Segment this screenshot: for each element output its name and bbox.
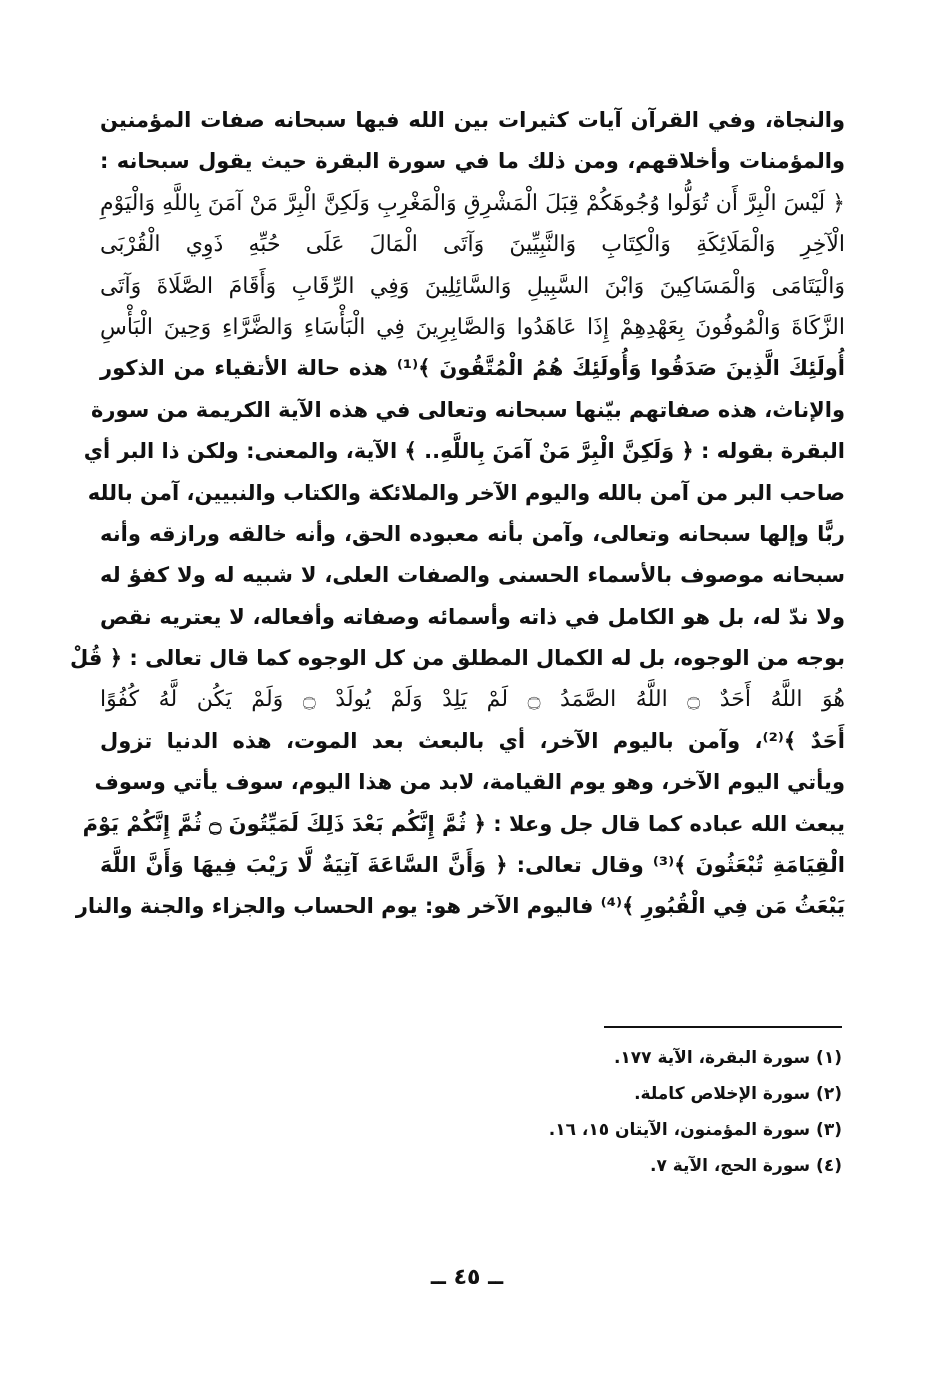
footnote: (٤) سورة الحج، الآية ٧.: [649, 1156, 842, 1176]
text-line: صاحب البر من آمن بالله واليوم الآخر والملائكة والكتاب والنبيين، آمن بالله: [87, 480, 845, 505]
page-number: ــ ٤٥ ــ: [430, 1265, 504, 1290]
footnote-separator: [604, 1026, 842, 1028]
text-line: والإناث، هذه صفاتهم بيّنها سبحانه وتعالى في هذه الآية الكريمة من سورة: [90, 397, 845, 422]
quran-verse-line: هُوَ اللَّهُ أَحَدٌ ۝ اللَّهُ الصَّمَدُ ۝ لَمْ يَلِدْ وَلَمْ يُولَدْ ۝ وَلَمْ يَكُن لَّهُ كُفُوًا: [100, 687, 845, 713]
text-line: ولا ندّ له، بل هو الكامل في ذاته وأسمائه وصفاته وأفعاله، لا يعتريه نقص: [100, 604, 845, 629]
text-line: الْقِيَامَةِ تُبْعَثُونَ ﴾⁽³⁾ وقال تعالى: ﴿ وَأَنَّ السَّاعَةَ آتِيَةٌ لَّا رَيْبَ فِيهَا وَأَنَّ اللَّهَ: [100, 853, 845, 878]
text-line: بوجه من الوجوه، بل له الكمال المطلق من كل الوجوه كما قال تعالى : ﴿ قُلْ: [69, 646, 845, 671]
text-line: أُولَئِكَ الَّذِينَ صَدَقُوا وَأُولَئِكَ هُمُ الْمُتَّقُونَ ﴾⁽¹⁾ هذه حالة الأتقياء من الذكور: [100, 356, 845, 381]
text-line: يَبْعَثُ مَن فِي الْقُبُورِ ﴾⁽⁴⁾ فاليوم الآخر هو: يوم الحساب والجزاء والجنة والنار: [75, 894, 845, 919]
quran-verse-line: ﴿ لَيْسَ الْبِرَّ أَن تُوَلُّوا وُجُوهَكُمْ قِبَلَ الْمَشْرِقِ وَالْمَغْرِبِ وَلَكِنَّ الْبِرَّ مَنْ آمَنَ بِاللَّهِ وَالْيَوْمِ: [100, 190, 845, 216]
text-line: البقرة بقوله : ﴿ وَلَكِنَّ الْبِرَّ مَنْ آمَنَ بِاللَّهِ.. ﴾ الآية، والمعنى: ولكن ذا البر أي: [83, 439, 845, 464]
quran-verse-line: وَالْيَتَامَى وَالْمَسَاكِينَ وَابْنَ السَّبِيلِ وَالسَّائِلِينَ وَفِي الرِّقَابِ وَأَقَامَ الصَّلَاةَ وَآتَى: [100, 273, 845, 299]
text-line: والمؤمنات وأخلاقهم، ومن ذلك ما في سورة البقرة حيث يقول سبحانه :: [100, 149, 845, 174]
footnote: (١) سورة البقرة، الآية ١٧٧.: [613, 1048, 842, 1068]
footnotes: [342, 1040, 842, 1184]
footnote: (٣) سورة المؤمنون، الآيتان ١٥، ١٦.: [548, 1120, 842, 1140]
text-line: والنجاة، وفي القرآن آيات كثيرات بين الله فيها سبحانه صفات المؤمنين: [100, 108, 845, 132]
body-text: [69, 100, 845, 928]
text-line: سبحانه موصوف بالأسماء الحسنى والصفات العلى، لا شبيه له ولا كفؤ له: [100, 563, 845, 588]
footnote: (٢) سورة الإخلاص كاملة.: [634, 1084, 842, 1104]
text-line: ويأتي اليوم الآخر، وهو يوم القيامة، لابد من هذا اليوم، سوف يأتي وسوف: [94, 770, 845, 795]
text-line: أَحَدٌ ﴾⁽²⁾، وآمن باليوم الآخر، أي بالبعث بعد الموت، هذه الدنيا تزول: [100, 728, 845, 753]
text-line: ربًّا وإلها سبحانه وتعالى، وآمن بأنه معبوده الحق، وأنه خالقه ورازقه وأنه: [100, 521, 845, 546]
quran-verse-line: الزَّكَاةَ وَالْمُوفُونَ بِعَهْدِهِمْ إِذَا عَاهَدُوا وَالصَّابِرِينَ فِي الْبَأْسَاءِ وَالضَّرَّاءِ وَحِينَ الْبَأْسِ: [100, 314, 845, 340]
quran-verse-line: الْآخِرِ وَالْمَلَائِكَةِ وَالْكِتَابِ وَالنَّبِيِّينَ وَآتَى الْمَالَ عَلَى حُبِّهِ ذَوِي الْقُرْبَى: [100, 232, 845, 258]
text-line: يبعث الله عباده كما قال جل وعلا : ﴿ ثُمَّ إِنَّكُم بَعْدَ ذَلِكَ لَمَيِّتُونَ ۝ ثُمَّ إِنَّكُمْ يَوْمَ: [82, 811, 845, 836]
